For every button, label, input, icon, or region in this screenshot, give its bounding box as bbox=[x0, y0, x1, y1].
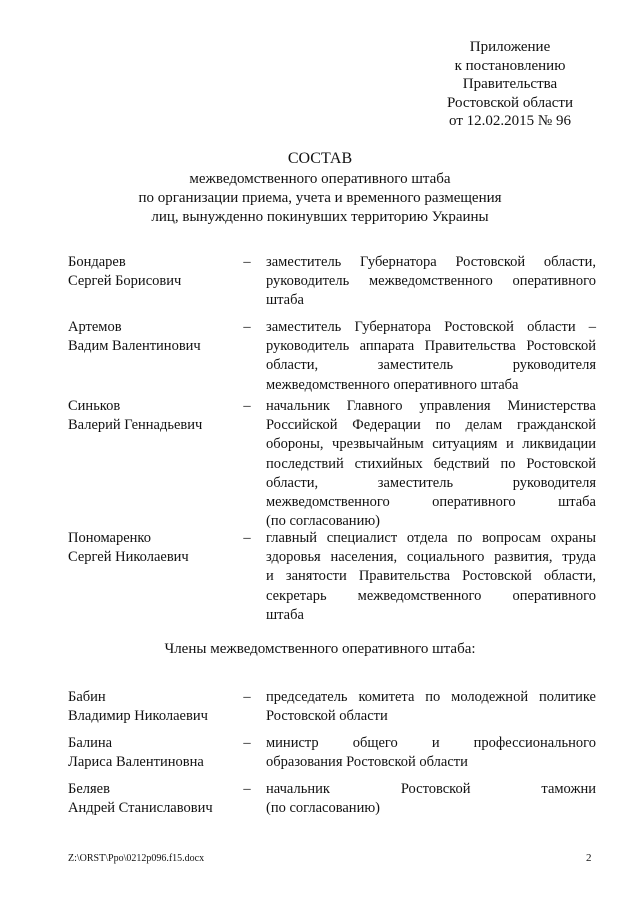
appendix-line: к постановлению bbox=[454, 57, 566, 74]
role-line: заместитель Губернатора Ростовской области – bbox=[266, 319, 596, 335]
person-name bbox=[68, 397, 233, 434]
person-given-names: Владимир Николаевич bbox=[68, 707, 208, 724]
appendix-line: Приложение bbox=[469, 39, 551, 55]
person-surname: Бабин bbox=[68, 689, 106, 705]
document-title bbox=[60, 149, 580, 227]
title-line: лиц, вынужденно покинувших территорию Украины bbox=[151, 209, 489, 225]
appendix-line: Ростовской области bbox=[447, 94, 573, 111]
person-role bbox=[266, 397, 596, 531]
person-given-names: Сергей Борисович bbox=[68, 272, 182, 289]
person-given-names: Вадим Валентинович bbox=[68, 337, 201, 354]
person-role bbox=[266, 253, 596, 311]
person-name bbox=[68, 734, 233, 771]
page-number: 2 bbox=[586, 852, 592, 864]
role-line: главный специалист отдела по вопросам охраны bbox=[266, 530, 596, 546]
role-line: области, заместитель руководителя bbox=[266, 357, 596, 374]
role-line: области, заместитель руководителя bbox=[266, 474, 596, 491]
person-role bbox=[266, 529, 596, 625]
person-name bbox=[68, 688, 233, 725]
appendix-line: Правительства bbox=[462, 76, 558, 92]
title-line: межведомственного оперативного штаба bbox=[189, 171, 451, 187]
role-line: Ростовской области bbox=[266, 708, 388, 725]
role-line: штаба bbox=[266, 292, 304, 309]
person-role bbox=[266, 780, 596, 818]
person-given-names: Лариса Валентиновна bbox=[68, 753, 204, 770]
dash-separator: – bbox=[243, 319, 251, 335]
appendix-line: от 12.02.2015 № 96 bbox=[449, 113, 571, 129]
role-line: образования Ростовской области bbox=[266, 754, 468, 771]
appendix-block bbox=[420, 38, 600, 131]
person-role bbox=[266, 734, 596, 772]
role-line: (по согласованию) bbox=[266, 513, 380, 530]
role-line: руководитель аппарата Правительства Ростовской bbox=[266, 338, 596, 355]
person-role bbox=[266, 318, 596, 395]
person-role bbox=[266, 688, 596, 726]
title-line: по организации приема, учета и временного размещения bbox=[138, 190, 502, 206]
role-line: межведомственного оперативного штаба bbox=[266, 376, 519, 393]
dash-separator: – bbox=[243, 254, 251, 270]
role-line: министр общего и профессионального bbox=[266, 735, 596, 751]
role-line: Российской Федерации по делам гражданской bbox=[266, 417, 596, 434]
role-line: секретарь межведомственного оперативного bbox=[266, 587, 596, 604]
dash-separator: – bbox=[243, 735, 251, 751]
person-surname: Бондарев bbox=[68, 254, 126, 270]
dash-separator: – bbox=[243, 530, 251, 546]
role-line: руководитель межведомственного оперативного bbox=[266, 273, 596, 290]
person-name bbox=[68, 253, 233, 290]
role-line: (по согласованию) bbox=[266, 800, 380, 817]
dash-separator: – bbox=[243, 781, 251, 797]
role-line: и занятости Правительства Ростовской области, bbox=[266, 568, 596, 585]
person-surname: Балина bbox=[68, 735, 113, 751]
person-surname: Артемов bbox=[68, 319, 122, 335]
footer-file-path: Z:\ORST\Ppo\0212p096.f15.docx bbox=[68, 853, 205, 864]
dash-separator: – bbox=[243, 398, 251, 414]
person-name bbox=[68, 318, 233, 355]
role-line: межведомственного оперативного штаба bbox=[266, 494, 596, 511]
person-surname: Пономаренко bbox=[68, 530, 151, 546]
title-heading: СОСТАВ bbox=[287, 150, 353, 167]
role-line: председатель комитета по молодежной политике bbox=[266, 689, 596, 705]
role-line: здоровья населения, социального развития, труда bbox=[266, 549, 596, 566]
person-surname: Беляев bbox=[68, 781, 110, 797]
person-surname: Синьков bbox=[68, 398, 121, 414]
members-heading: Члены межведомственного оперативного штаба: bbox=[164, 641, 476, 657]
role-line: штаба bbox=[266, 606, 304, 623]
person-name bbox=[68, 780, 233, 817]
role-line: начальник Главного управления Министерства bbox=[266, 398, 596, 414]
person-name bbox=[68, 529, 233, 566]
role-line: последствий стихийных бедствий по Ростовской bbox=[266, 455, 596, 472]
dash-separator: – bbox=[243, 689, 251, 705]
role-line: заместитель Губернатора Ростовской области, bbox=[266, 254, 596, 270]
person-given-names: Сергей Николаевич bbox=[68, 548, 189, 565]
person-given-names: Валерий Геннадьевич bbox=[68, 416, 203, 433]
person-given-names: Андрей Станиславович bbox=[68, 799, 213, 816]
role-line: начальник Ростовской таможни bbox=[266, 781, 596, 797]
role-line: обороны, чрезвычайным ситуациям и ликвидации bbox=[266, 436, 596, 453]
